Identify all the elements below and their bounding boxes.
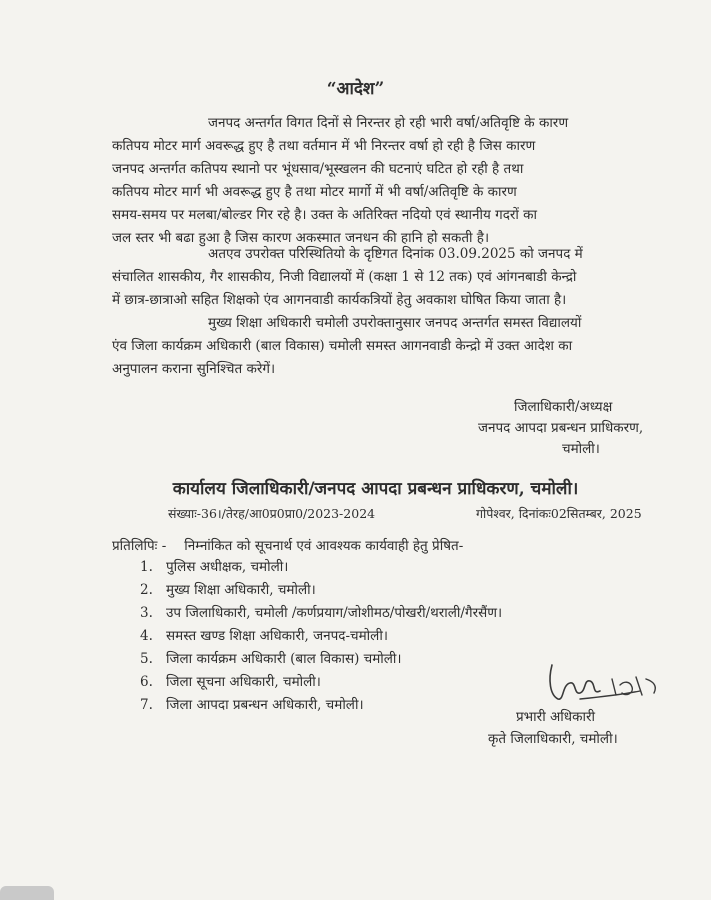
signature-block-district-magistrate <box>478 397 698 460</box>
signatory-place: चमोली। <box>562 441 600 457</box>
signatory-authority: जनपद आपदा प्रबन्धन प्राधिकरण, <box>478 420 644 436</box>
reference-line <box>168 505 688 522</box>
para1-line: जल स्तर भी बढा हुआ है जिस कारण अकस्मात जनधन की हानि हो सकती है। <box>112 230 490 246</box>
list-item-number: 2. <box>140 582 153 598</box>
list-item-text: जिला आपदा प्रबन्धन अधिकारी, चमोली। <box>166 697 364 713</box>
list-item <box>140 602 502 625</box>
officer-title: प्रभारी अधिकारी <box>516 709 595 725</box>
signature-block-officer-in-charge <box>488 706 618 750</box>
reference-date: गोपेश्वर, दिनांकः02सितम्बर, 2025 <box>476 506 642 521</box>
para1-line: जनपद अन्तर्गत विगत दिनों से निरन्तर हो रही भारी वर्षा/अतिवृष्टि के कारण <box>208 115 569 131</box>
officer-on-behalf: कृते जिलाधिकारी, चमोली। <box>488 731 618 747</box>
para2-line: अतएव उपरोक्त परिस्थितियो के दृष्टिगत दिनांक 03.09.2025 को जनपद में <box>208 246 583 262</box>
reference-number: संख्याः-36।/तेरह/आ0प्र0प्रा0/2023-2024 <box>168 506 376 521</box>
list-item-text: समस्त खण्ड शिक्षा अधिकारी, जनपद-चमोली। <box>166 628 388 644</box>
list-item <box>140 694 502 717</box>
para3-line: एंव जिला कार्यक्रम अधिकारी (बाल विकास) चमोली समस्त आगनवाडी केन्द्रो में उक्त आदेश का <box>112 338 573 354</box>
list-item-text: जिला कार्यक्रम अधिकारी (बाल विकास) चमोली। <box>166 651 402 667</box>
copy-to-line <box>112 536 463 554</box>
para1-line: कतिपय मोटर मार्ग अवरूद्ध हुए है तथा वर्तमान में भी निरन्तर वर्षा हो रही है जिस कारण <box>112 138 536 154</box>
order-title: “आदेश” <box>326 79 385 99</box>
copy-to-text: निम्नांकित को सूचनार्थ एवं आवश्यक कार्यवाही हेतु प्रेषित- <box>184 538 464 554</box>
para2-line: में छात्र-छात्राओ सहित शिक्षको एंव आगनवाडी कार्यकत्रियों हेतु अवकाश घोषित किया जाता है। <box>112 292 567 308</box>
list-item-text: मुख्य शिक्षा अधिकारी, चमोली। <box>166 582 316 598</box>
list-item-text: जिला सूचना अधिकारी, चमोली। <box>166 674 321 690</box>
copy-to-label: प्रतिलिपिः - <box>112 538 167 554</box>
list-item <box>140 556 502 579</box>
list-item-number: 7. <box>140 697 153 713</box>
para2-line: संचालित शासकीय, गैर शासकीय, निजी विद्यालयों में (कक्षा 1 से 12 तक) एवं आंगनबाडी केन्द्रो <box>112 269 577 285</box>
list-item-text: उप जिलाधिकारी, चमोली /कर्णप्रयाग/जोशीमठ/पोखरी/थराली/गैरसैंण। <box>166 605 503 621</box>
para1-line: समय-समय पर मलबा/बोल्डर गिर रहे है। उक्त के अतिरिक्त नदियो एवं स्थानीय गदरों का <box>112 207 538 223</box>
list-item-number: 5. <box>140 651 153 667</box>
para3-line: मुख्य शिक्षा अधिकारी चमोली उपरोक्तानुसार जनपद अन्तर्गत समस्त विद्यालयों <box>208 315 582 331</box>
list-item-number: 6. <box>140 674 153 690</box>
list-item-number: 1. <box>140 559 153 575</box>
para1-line: कतिपय मोटर मार्ग भी अवरूद्ध हुए है तथा मोटर मार्गो में भी वर्षा/अतिवृष्टि के कारण <box>112 184 517 200</box>
list-item <box>140 579 502 602</box>
list-item <box>140 648 502 671</box>
paragraph-1 <box>112 112 672 250</box>
list-item-text: पुलिस अधीक्षक, चमोली। <box>166 559 289 575</box>
para3-line: अनुपालन कराना सुनिश्चित करेगें। <box>112 361 276 377</box>
list-item-number: 3. <box>140 605 153 621</box>
paragraph-2 <box>112 243 672 312</box>
office-heading: कार्यालय जिलाधिकारी/जनपद आपदा प्रबन्धन प्राधिकरण, चमोली। <box>172 479 579 499</box>
recipient-list <box>140 556 502 717</box>
viewer-corner-tab[interactable] <box>0 886 54 900</box>
list-item-number: 4. <box>140 628 153 644</box>
list-item <box>140 671 502 694</box>
paragraph-3 <box>112 312 672 381</box>
para1-line: जनपद अन्तर्गत कतिपय स्थानो पर भूंधसाव/भूस्खलन की घटनाएं घटित हो रही है तथा <box>112 161 524 177</box>
signatory-title: जिलाधिकारी/अध्यक्ष <box>514 399 613 415</box>
list-item <box>140 625 502 648</box>
